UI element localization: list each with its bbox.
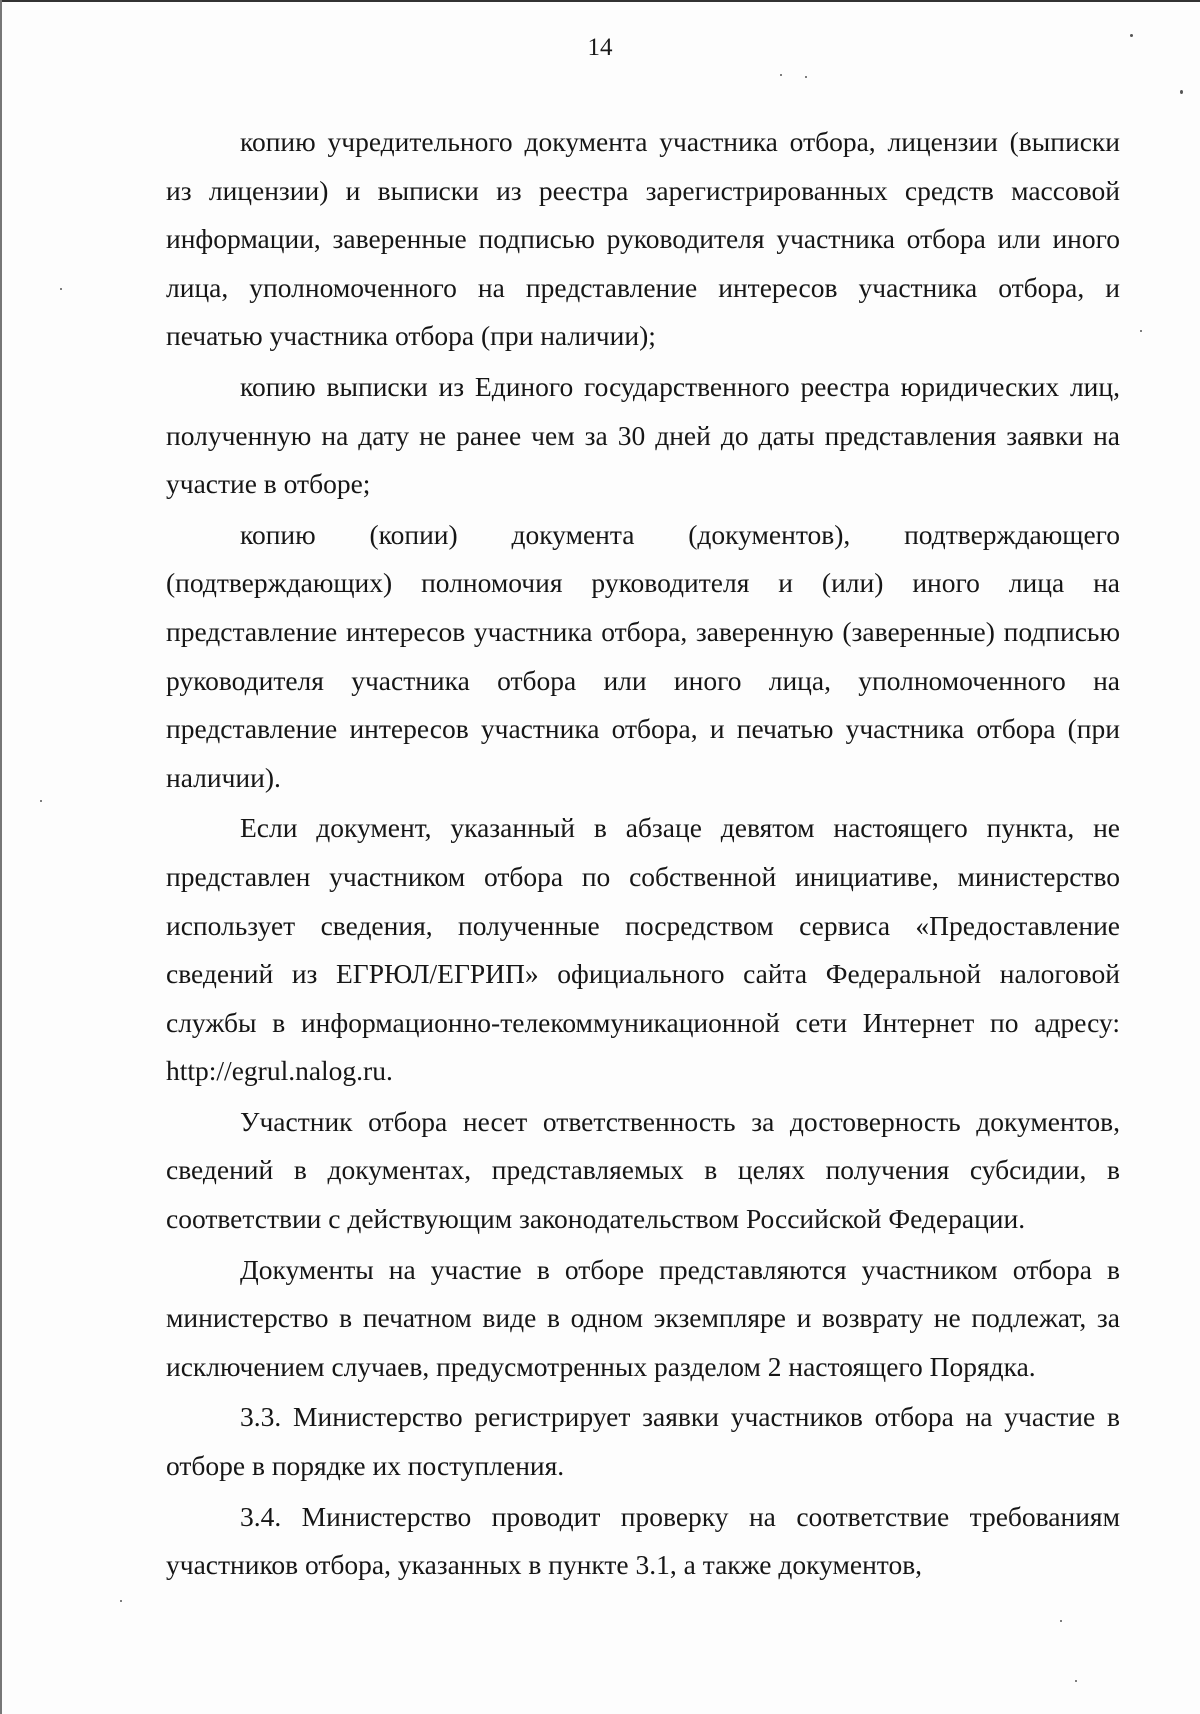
scan-speck: [120, 1600, 122, 1602]
scan-speck: [805, 76, 807, 78]
paragraph-3-3: 3.3. Министерство регистрирует заявки участников отбора на участие в отборе в порядке их поступления.: [166, 1401, 1120, 1482]
scan-speck: [40, 800, 42, 802]
scan-speck: [1075, 1680, 1077, 1682]
paragraph-authority-documents: копию (копии) документа (документов), подтверждающего (подтверждающих) полномочия руководителя и (или) иного лица на представление интересов участника отбора, заверенную (заверенные) подписью руководителя участника отбора или иного лица, уполномоченного на представление интересов участника отбора, и печатью участника отбора (при наличии).: [166, 518, 1120, 793]
paragraph-responsibility: Участник отбора несет ответственность за достоверность документов, сведений в документах, представляемых в целях получения субсидии, в соответствии с действующим законодательством Российской Федерации.: [166, 1105, 1120, 1235]
paragraph-charter-copy: копию учредительного документа участника отбора, лицензии (выписки из лицензии) и выписки из реестра зарегистрированных средств массовой информации, заверенные подписью руководителя участника отбора или иного лица, уполномоченного на представление интересов участника отбора, и печатью участника отбора (при наличии);: [166, 126, 1120, 352]
page-number: 14: [587, 34, 613, 61]
document-body: [166, 118, 1120, 1590]
scan-speck: [1060, 1620, 1062, 1622]
paragraph-egrul-service: Если документ, указанный в абзаце девятом настоящего пункта, не представлен участником отбора по собственной инициативе, министерство использует сведения, полученные посредством сервиса «Предоставление сведений из ЕГРЮЛ/ЕГРИП» официального сайта Федеральной налоговой службы в информационно-телекоммуникационной сети Интернет по адресу: http://egrul.nalog.ru.: [166, 812, 1120, 1087]
scan-top-edge: [0, 0, 1200, 2]
scan-speck: [1180, 90, 1183, 94]
paragraph-egrul-extract: копию выписки из Единого государственного реестра юридических лиц, полученную на дату не ранее чем за 30 дней до даты представления заявки на участие в отборе;: [166, 370, 1120, 500]
paragraph-3-4: 3.4. Министерство проводит проверку на соответствие требованиям участников отбора, указанных в пункте 3.1, а также документов,: [166, 1500, 1120, 1581]
scan-left-edge: [0, 0, 2, 1714]
scan-speck: [1140, 330, 1142, 332]
paragraph-submission: Документы на участие в отборе представляются участником отбора в министерство в печатном виде в одном экземпляре и возврату не подлежат, за исключением случаев, предусмотренных разделом 2 настоящего Порядка.: [166, 1253, 1120, 1382]
scan-speck: [60, 288, 62, 290]
scan-speck: [1130, 34, 1133, 37]
scan-speck: [780, 74, 782, 76]
